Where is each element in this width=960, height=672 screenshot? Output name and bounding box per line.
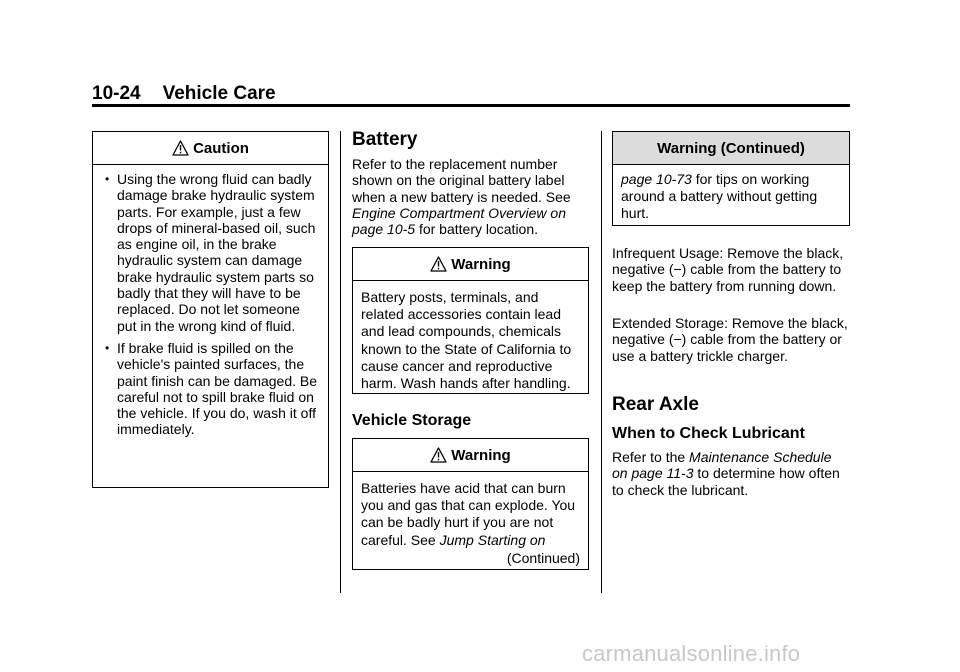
lubricant-text: Refer to the bbox=[612, 449, 690, 465]
caution-body bbox=[93, 165, 328, 438]
warning-triangle-icon bbox=[430, 256, 447, 272]
warning-triangle-icon bbox=[430, 447, 447, 463]
header-rule bbox=[92, 104, 850, 107]
extended-storage-paragraph: Extended Storage: Remove the black, negative (−) cable from the battery or use a battery trickle charger. bbox=[612, 315, 848, 364]
battery-reference: Engine Compartment Overview on page 10-5 bbox=[352, 204, 566, 238]
section-title: Vehicle Care bbox=[162, 83, 276, 104]
warning-box-acid bbox=[352, 438, 589, 570]
warning-header bbox=[353, 248, 588, 281]
lubricant-text-tail: to determine how often to check the lubricant. bbox=[612, 465, 840, 498]
battery-heading: Battery bbox=[352, 129, 418, 150]
warning-box-lead bbox=[352, 247, 589, 394]
caution-bullet-1: • Using the wrong fluid can badly damage brake hydraulic system parts. For example, just a few drops of mineral-based oil, such as engine oil, in the brake hydraulic system can damage brake hydraulic system parts so badly that they will have to be replaced. Do not let someone put in the wrong kind of fluid. bbox=[105, 171, 318, 334]
warning-header bbox=[353, 439, 588, 472]
warning-text: Battery posts, terminals, and related accessories contain lead and lead compounds, chemicals known to the State of California to cause cancer and reproductive harm. Wash hands after handling. bbox=[361, 289, 572, 392]
warning-continued-body bbox=[613, 165, 849, 223]
vehicle-storage-heading: Vehicle Storage bbox=[352, 412, 472, 429]
warning-title: Warning bbox=[451, 255, 511, 273]
maintenance-schedule-reference: Maintenance Schedule on page 11-3 bbox=[612, 449, 832, 482]
check-lubricant-heading: When to Check Lubricant bbox=[612, 425, 805, 442]
warning-triangle-icon bbox=[172, 140, 189, 156]
battery-paragraph bbox=[352, 156, 592, 237]
warning-continued-header: Warning (Continued) bbox=[613, 132, 849, 165]
warning-continued-text: for tips on working around a battery without getting hurt. bbox=[621, 171, 818, 222]
warning-continued-box bbox=[612, 131, 850, 226]
battery-text: Refer to the replacement number shown on the original battery label when a new battery is needed. See bbox=[352, 156, 571, 205]
page-number: 10-24 bbox=[92, 83, 141, 104]
caution-bullet-2: • If brake fluid is spilled on the vehicle's painted surfaces, the paint finish can be damaged. Be careful not to spill brake fluid on the vehicle. If you do, wash it off immediately. bbox=[105, 340, 318, 438]
caution-title: Caution bbox=[193, 139, 249, 157]
warning-reference: Jump Starting on bbox=[439, 531, 546, 548]
continued-label: (Continued) bbox=[506, 549, 580, 566]
warning-title: Warning bbox=[451, 446, 511, 464]
caution-box bbox=[92, 131, 329, 488]
caution-header bbox=[93, 132, 328, 165]
infrequent-usage-paragraph: Infrequent Usage: Remove the black, negative (−) cable from the battery to keep the battery from running down. bbox=[612, 245, 844, 294]
warning-text: Batteries have acid that can burn you and gas that can explode. You can be badly hurt if you are not careful. See bbox=[361, 480, 576, 548]
running-header bbox=[92, 83, 276, 105]
warning-continued-reference: page 10-73 bbox=[621, 171, 692, 187]
lubricant-paragraph bbox=[612, 449, 848, 498]
column-divider-2 bbox=[601, 131, 602, 593]
warning-body bbox=[353, 472, 588, 567]
footer-watermark: carmanualsonline.info bbox=[582, 641, 801, 666]
battery-text-tail: for battery location. bbox=[415, 221, 539, 238]
rear-axle-heading: Rear Axle bbox=[612, 394, 699, 415]
column-divider-1 bbox=[340, 131, 341, 593]
